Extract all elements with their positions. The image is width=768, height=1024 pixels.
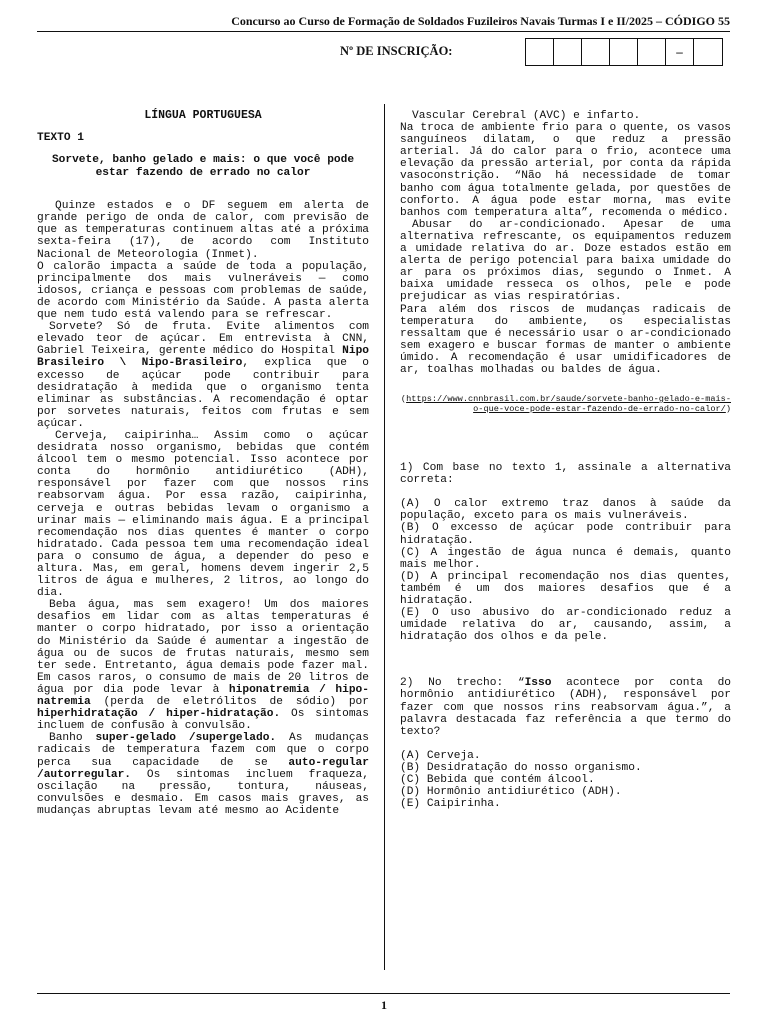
inscription-digit-box[interactable] [582, 39, 610, 65]
answer-option[interactable]: (B) O excesso de açúcar pode contribuir para hidratação. [400, 522, 731, 547]
left-column [37, 110, 369, 817]
article-title: Sorvete, banho gelado e mais: o que você pode estar fazendo de errado no calor [51, 154, 355, 180]
text-label: TEXTO 1 [37, 132, 84, 145]
article-paragraph: Banho super-gelado /supergelado. As mudanças radicais de temperatura fazem com que o corpo perca sua capacidade de se auto-regular /autorregular. Os sintomas incluem fraqueza, oscilação na pressão, tontura, náuseas, convulsões e desmaio. Em casos mais graves, as mudanças abruptas levam até mesmo ao Acidente [37, 732, 369, 817]
highlighted-term: auto-regular /autorregular. [37, 756, 369, 781]
highlighted-term: hiponatremia / hipo-natremia [37, 683, 369, 709]
header-divider [37, 31, 730, 32]
inscription-digit-box[interactable] [638, 39, 666, 65]
inscription-digit-box[interactable] [610, 39, 638, 65]
article-paragraph: Cerveja, caipirinha… Assim como o açúcar desidrata nosso organismo, bebidas que contém álcool tem o mesmo potencial. Isso acontece por conta do hormônio antidiurético (ADH), responsável por fazer com que nossos rins reabsorvam água. Por essa razão, caipirinha, cerveja e outras bebidas levam o organismo a urinar mais — eliminando mais água. E a principal recomendação nos dias quentes é manter o corpo hidratado. Cada pessoa tem uma recomendação ideal para o consumo de água, a depender do peso e altura. Mas, em geral, homens devem ingerir 2,5 litros de água e mulheres, 2 litros, ao longo do dia. [37, 429, 369, 600]
article-paragraph: Para além dos riscos de mudanças radicais de temperatura do ambiente, os especialistas ressaltam que é necessário usar o ar-condicionado sem exagero e buscar formas de manter o ambiente úmido. A recomendação é usar umidificadores de ar, toalhas molhadas ou baldes de água. [400, 303, 731, 376]
article-paragraph: Abusar do ar-condicionado. Apesar de uma alternativa refrescante, os equipamentos reduzem a umidade relativa do ar. Doze estados estão em alerta de perigo potencial para baixa umidade do ar para os próximos dias, segundo o Inmet. A baixa umidade resseca os olhos, pele e pode prejudicar as vias respiratórias. [400, 218, 731, 304]
source-citation: (https://www.cnnbrasil.com.br/saude/sorvete-banho-gelado-e-mais-o-que-voce-pode-estar-fazendo-de-errado-no-calor/) [400, 394, 731, 415]
answer-option[interactable]: (D) A principal recomendação nos dias quentes, também é um dos maiores desafios que é a hidratação. [400, 570, 731, 607]
question-1 [400, 462, 731, 643]
highlighted-term: Isso [524, 677, 552, 690]
answer-option[interactable]: (A) Cerveja. [400, 749, 481, 762]
right-column [400, 110, 731, 810]
article-paragraph: Vascular Cerebral (AVC) e infarto. [412, 110, 641, 122]
inscription-digit-box[interactable] [526, 39, 554, 65]
article-paragraph: Sorvete? Só de fruta. Evite alimentos com elevado teor de açúcar. Em entrevista à CNN, Gabriel Teixeira, gerente médico do Hospital Nipo Brasileiro \ Nipo-Brasileiro, explica que o excesso de açúcar pode contribuir para desidratação à medida que o organismo tenta eliminar as substâncias. A recomendação é optar por sorvetes naturais, feitos com frutas e sem açúcar. [37, 321, 369, 430]
highlighted-term: hiperhidratação / hiper-hidratação. [37, 708, 281, 721]
answer-option[interactable]: (B) Desidratação do nosso organismo. [400, 761, 642, 774]
page-number: 1 [381, 998, 387, 1012]
inscription-separator: – [666, 39, 694, 65]
question-2 [400, 677, 731, 810]
inscription-label: Nº DE INSCRIÇÃO: [340, 44, 453, 58]
answer-option[interactable]: (E) Caipirinha. [400, 798, 501, 811]
source-link[interactable]: https://www.cnnbrasil.com.br/saude/sorvete-banho-gelado-e-mais-o-que-voce-pode-estar-fazendo-de-errado-no-calor/ [406, 394, 731, 415]
inscription-digit-box[interactable] [694, 39, 722, 65]
article-paragraph: Na troca de ambiente frio para o quente, os vasos sanguíneos dilatam, o que reduz a pressão arterial. Já do calor para o frio, acontece uma elevação da pressão arterial, por conta da rápida vasoconstrição. “Não há necessidade de tomar banho com água totalmente gelada, por questões de conforto. A água pode estar morna, mas evite banhos com temperatura alta”, recomenda o médico. [400, 122, 731, 219]
article-paragraph: Beba água, mas sem exagero! Um dos maiores desafios em lidar com as altas temperaturas é manter o corpo hidratado, por isso a orientação do Ministério da Saúde é aumentar a ingestão de água ou de sucos de frutas naturais, mesmo sem ter sede. Entretanto, água demais pode fazer mal. Em casos raros, o consumo de mais de 20 litros de água por dia pode levar à hiponatremia / hipo-natremia (perda de eletrólitos de sódio) por hiperhidratação / hiper-hidratação. Os sintomas incluem de confusão à convulsão. [37, 599, 369, 733]
inscription-number-boxes[interactable] [525, 38, 723, 66]
footer-divider [37, 993, 730, 994]
highlighted-term: Nipo Brasileiro \ Nipo-Brasileiro [37, 345, 369, 370]
highlighted-term: super-gelado /supergelado. [95, 732, 277, 745]
question-stem: 1) Com base no texto 1, assinale a alternativa correta: [400, 462, 731, 487]
answer-option[interactable]: (C) Bebida que contém álcool. [400, 774, 595, 787]
column-divider [384, 104, 385, 970]
subject-heading: LÍNGUA PORTUGUESA [144, 109, 262, 122]
question-stem: 2) No trecho: “Isso acontece por conta do hormônio antidiurético (ADH), responsável por fazer com que nossos rins reabsorvam água.”, a palavra destacada faz referência a que termo do texto? [400, 677, 731, 738]
answer-option[interactable]: (C) A ingestão de água nunca é demais, quanto mais melhor. [400, 546, 731, 571]
answer-option[interactable]: (E) O uso abusivo do ar-condicionado reduz a umidade relativa do ar, causando, assim, a hidratação dos olhos e da pele. [400, 607, 731, 644]
answer-options [400, 750, 731, 810]
article-paragraph: Quinze estados e o DF seguem em alerta de grande perigo de onda de calor, com previsão de que as temperaturas continuem altas até a próxima sexta-feira (17), de acordo com Instituto Nacional de Meteorologia (Inmet). [37, 200, 369, 261]
article-paragraph: O calorão impacta a saúde de toda a população, principalmente dos mais vulneráveis — como idosos, criança e pessoas com problemas de saúde, de acordo com Ministério da Saúde. A pasta alerta que nem tudo está valendo para se refrescar. [37, 260, 369, 322]
exam-header-title: Concurso ao Curso de Formação de Soldados Fuzileiros Navais Turmas I e II/2025 – CÓDIGO 55 [231, 14, 730, 28]
answer-option[interactable]: (A) O calor extremo traz danos à saúde da população, exceto para os mais vulneráveis. [400, 498, 731, 523]
inscription-digit-box[interactable] [554, 39, 582, 65]
answer-options [400, 498, 731, 643]
answer-option[interactable]: (D) Hormônio antidiurético (ADH). [400, 786, 622, 799]
